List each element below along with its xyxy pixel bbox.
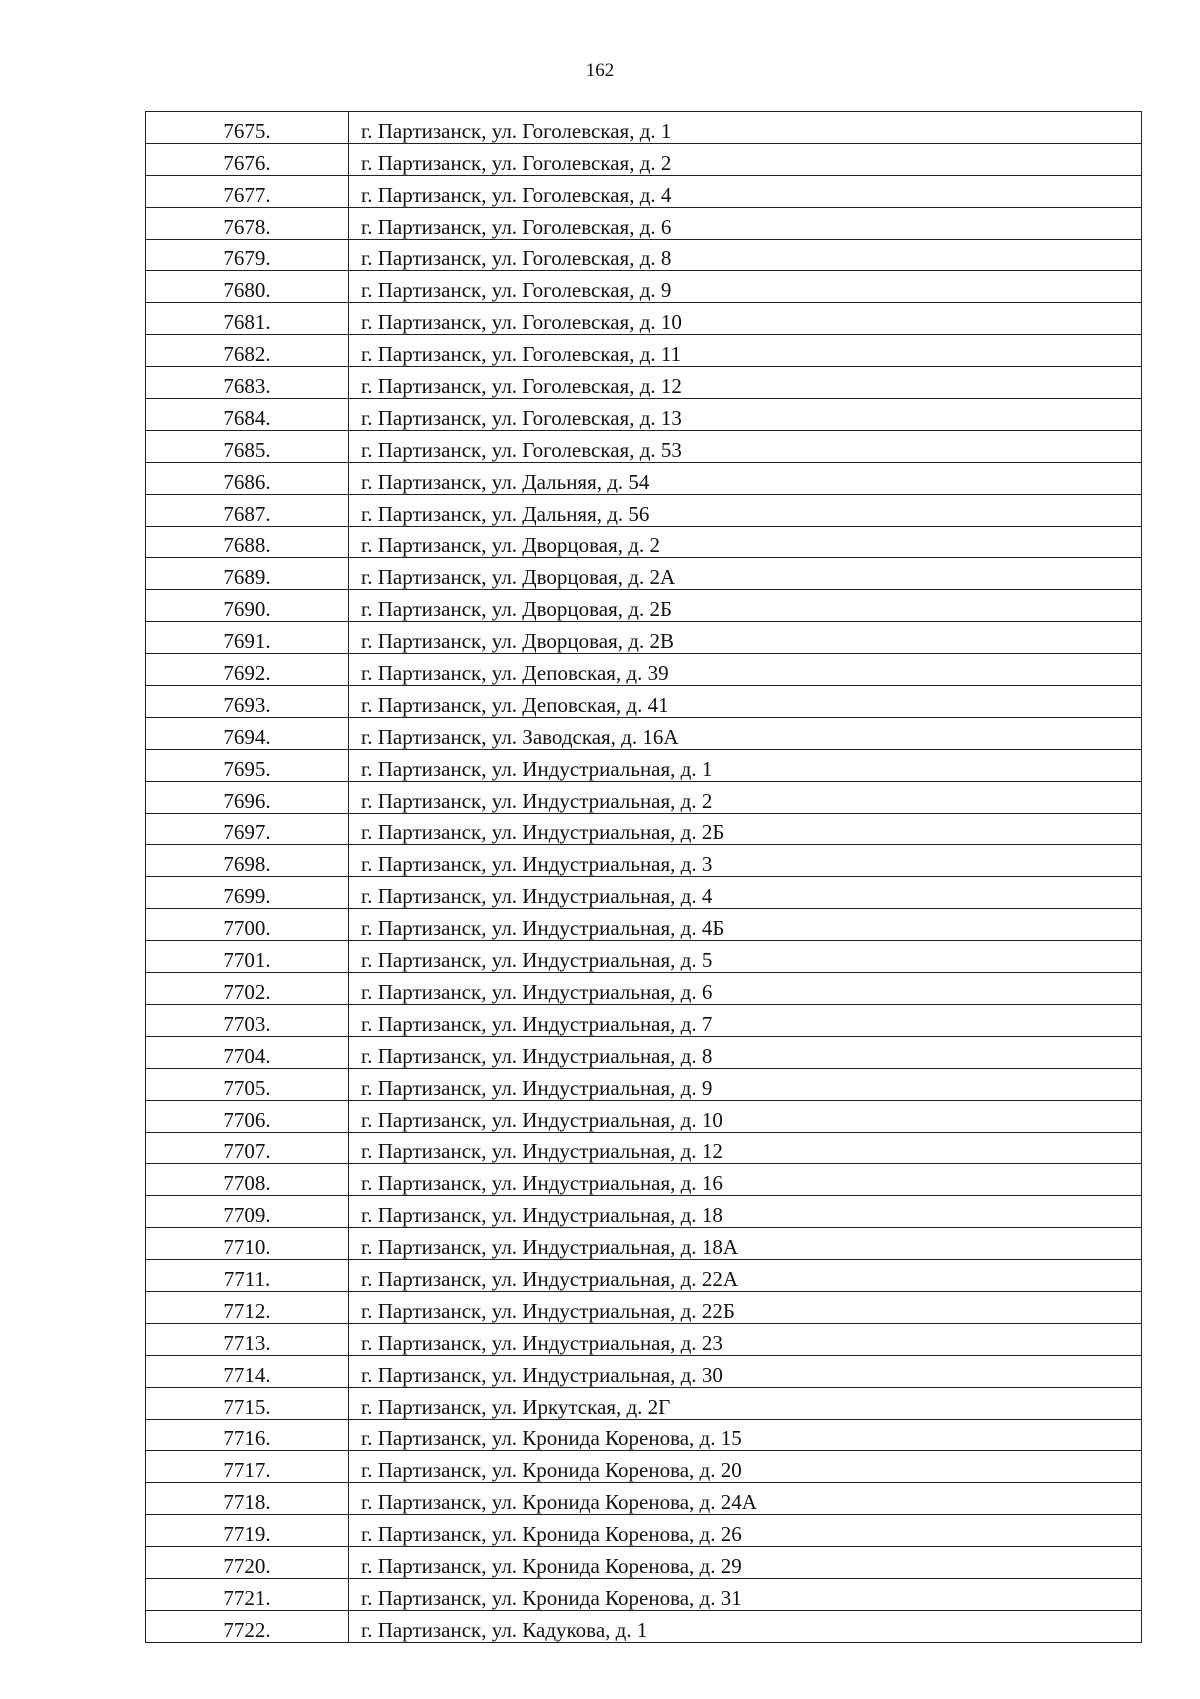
row-number-cell: 7687. — [146, 494, 349, 526]
address-cell: г. Партизанск, ул. Индустриальная, д. 22А — [349, 1260, 1142, 1292]
row-number-cell: 7685. — [146, 430, 349, 462]
table-row — [146, 973, 1142, 1005]
table-row — [146, 1387, 1142, 1419]
table-row — [146, 1132, 1142, 1164]
address-cell: г. Партизанск, ул. Индустриальная, д. 8 — [349, 1036, 1142, 1068]
row-number-cell: 7705. — [146, 1068, 349, 1100]
address-cell: г. Партизанск, ул. Индустриальная, д. 3 — [349, 845, 1142, 877]
table-row — [146, 1451, 1142, 1483]
address-cell: г. Партизанск, ул. Дворцовая, д. 2Б — [349, 590, 1142, 622]
row-number-cell: 7707. — [146, 1132, 349, 1164]
row-number-cell: 7699. — [146, 877, 349, 909]
row-number-cell: 7679. — [146, 239, 349, 271]
row-number-cell: 7713. — [146, 1323, 349, 1355]
table-row — [146, 335, 1142, 367]
table-row — [146, 1260, 1142, 1292]
address-cell: г. Партизанск, ул. Кронида Коренова, д. 20 — [349, 1451, 1142, 1483]
address-cell: г. Партизанск, ул. Индустриальная, д. 2 — [349, 781, 1142, 813]
table-row — [146, 207, 1142, 239]
address-cell: г. Партизанск, ул. Гоголевская, д. 13 — [349, 399, 1142, 431]
row-number-cell: 7718. — [146, 1483, 349, 1515]
address-cell: г. Партизанск, ул. Дворцовая, д. 2В — [349, 622, 1142, 654]
address-cell: г. Партизанск, ул. Индустриальная, д. 9 — [349, 1068, 1142, 1100]
address-cell: г. Партизанск, ул. Иркутская, д. 2Г — [349, 1387, 1142, 1419]
address-cell: г. Партизанск, ул. Деповская, д. 39 — [349, 654, 1142, 686]
row-number-cell: 7722. — [146, 1610, 349, 1642]
address-cell: г. Партизанск, ул. Индустриальная, д. 16 — [349, 1164, 1142, 1196]
page-number: 162 — [585, 60, 615, 81]
row-number-cell: 7706. — [146, 1100, 349, 1132]
row-number-cell: 7680. — [146, 271, 349, 303]
address-cell: г. Партизанск, ул. Индустриальная, д. 4 — [349, 877, 1142, 909]
row-number-cell: 7686. — [146, 462, 349, 494]
address-cell: г. Партизанск, ул. Дальняя, д. 54 — [349, 462, 1142, 494]
address-cell: г. Партизанск, ул. Гоголевская, д. 2 — [349, 143, 1142, 175]
row-number-cell: 7711. — [146, 1260, 349, 1292]
row-number-cell: 7690. — [146, 590, 349, 622]
table-row — [146, 1483, 1142, 1515]
table-row — [146, 845, 1142, 877]
table-row — [146, 941, 1142, 973]
address-cell: г. Партизанск, ул. Кронида Коренова, д. 31 — [349, 1578, 1142, 1610]
table-row — [146, 367, 1142, 399]
table-row — [146, 717, 1142, 749]
table-row — [146, 1578, 1142, 1610]
table-row — [146, 781, 1142, 813]
address-cell: г. Партизанск, ул. Кронида Коренова, д. 15 — [349, 1419, 1142, 1451]
row-number-cell: 7712. — [146, 1291, 349, 1323]
table-row — [146, 462, 1142, 494]
address-cell: г. Партизанск, ул. Заводская, д. 16А — [349, 717, 1142, 749]
table-row — [146, 1068, 1142, 1100]
address-cell: г. Партизанск, ул. Индустриальная, д. 23 — [349, 1323, 1142, 1355]
row-number-cell: 7721. — [146, 1578, 349, 1610]
table-row — [146, 494, 1142, 526]
row-number-cell: 7710. — [146, 1228, 349, 1260]
row-number-cell: 7709. — [146, 1196, 349, 1228]
address-cell: г. Партизанск, ул. Гоголевская, д. 9 — [349, 271, 1142, 303]
address-cell: г. Партизанск, ул. Дворцовая, д. 2 — [349, 526, 1142, 558]
address-cell: г. Партизанск, ул. Гоголевская, д. 53 — [349, 430, 1142, 462]
row-number-cell: 7693. — [146, 686, 349, 718]
table-row — [146, 622, 1142, 654]
table-row — [146, 654, 1142, 686]
row-number-cell: 7702. — [146, 973, 349, 1005]
row-number-cell: 7692. — [146, 654, 349, 686]
table-row — [146, 1164, 1142, 1196]
row-number-cell: 7700. — [146, 909, 349, 941]
table-row — [146, 1036, 1142, 1068]
address-cell: г. Партизанск, ул. Дворцовая, д. 2А — [349, 558, 1142, 590]
row-number-cell: 7716. — [146, 1419, 349, 1451]
row-number-cell: 7688. — [146, 526, 349, 558]
row-number-cell: 7694. — [146, 717, 349, 749]
table-row — [146, 1547, 1142, 1579]
address-cell: г. Партизанск, ул. Кронида Коренова, д. 24А — [349, 1483, 1142, 1515]
table-row — [146, 1196, 1142, 1228]
row-number-cell: 7714. — [146, 1355, 349, 1387]
table-row — [146, 271, 1142, 303]
row-number-cell: 7689. — [146, 558, 349, 590]
address-cell: г. Партизанск, ул. Индустриальная, д. 5 — [349, 941, 1142, 973]
row-number-cell: 7715. — [146, 1387, 349, 1419]
row-number-cell: 7676. — [146, 143, 349, 175]
table-row — [146, 686, 1142, 718]
address-table-body — [146, 112, 1142, 1643]
address-cell: г. Партизанск, ул. Индустриальная, д. 30 — [349, 1355, 1142, 1387]
address-cell: г. Партизанск, ул. Кадукова, д. 1 — [349, 1610, 1142, 1642]
row-number-cell: 7682. — [146, 335, 349, 367]
row-number-cell: 7708. — [146, 1164, 349, 1196]
address-cell: г. Партизанск, ул. Индустриальная, д. 4Б — [349, 909, 1142, 941]
table-row — [146, 1291, 1142, 1323]
address-cell: г. Партизанск, ул. Индустриальная, д. 2Б — [349, 813, 1142, 845]
row-number-cell: 7681. — [146, 303, 349, 335]
address-cell: г. Партизанск, ул. Кронида Коренова, д. 26 — [349, 1515, 1142, 1547]
table-row — [146, 877, 1142, 909]
table-row — [146, 430, 1142, 462]
address-cell: г. Партизанск, ул. Индустриальная, д. 12 — [349, 1132, 1142, 1164]
table-row — [146, 175, 1142, 207]
row-number-cell: 7678. — [146, 207, 349, 239]
address-cell: г. Партизанск, ул. Индустриальная, д. 22Б — [349, 1291, 1142, 1323]
table-row — [146, 1610, 1142, 1642]
address-cell: г. Партизанск, ул. Гоголевская, д. 6 — [349, 207, 1142, 239]
table-row — [146, 526, 1142, 558]
row-number-cell: 7684. — [146, 399, 349, 431]
address-cell: г. Партизанск, ул. Гоголевская, д. 11 — [349, 335, 1142, 367]
address-cell: г. Партизанск, ул. Дальняя, д. 56 — [349, 494, 1142, 526]
row-number-cell: 7720. — [146, 1547, 349, 1579]
table-row — [146, 143, 1142, 175]
table-row — [146, 813, 1142, 845]
row-number-cell: 7704. — [146, 1036, 349, 1068]
address-cell: г. Партизанск, ул. Гоголевская, д. 12 — [349, 367, 1142, 399]
address-cell: г. Партизанск, ул. Кронида Коренова, д. 29 — [349, 1547, 1142, 1579]
table-row — [146, 558, 1142, 590]
row-number-cell: 7691. — [146, 622, 349, 654]
table-row — [146, 239, 1142, 271]
row-number-cell: 7675. — [146, 112, 349, 144]
table-row — [146, 1100, 1142, 1132]
table-row — [146, 1355, 1142, 1387]
row-number-cell: 7695. — [146, 749, 349, 781]
address-cell: г. Партизанск, ул. Деповская, д. 41 — [349, 686, 1142, 718]
table-row — [146, 399, 1142, 431]
row-number-cell: 7696. — [146, 781, 349, 813]
address-cell: г. Партизанск, ул. Индустриальная, д. 1 — [349, 749, 1142, 781]
table-row — [146, 909, 1142, 941]
row-number-cell: 7677. — [146, 175, 349, 207]
row-number-cell: 7701. — [146, 941, 349, 973]
table-row — [146, 1228, 1142, 1260]
table-row — [146, 590, 1142, 622]
address-cell: г. Партизанск, ул. Гоголевская, д. 8 — [349, 239, 1142, 271]
row-number-cell: 7697. — [146, 813, 349, 845]
row-number-cell: 7719. — [146, 1515, 349, 1547]
address-cell: г. Партизанск, ул. Индустриальная, д. 6 — [349, 973, 1142, 1005]
address-cell: г. Партизанск, ул. Гоголевская, д. 1 — [349, 112, 1142, 144]
address-cell: г. Партизанск, ул. Индустриальная, д. 7 — [349, 1004, 1142, 1036]
table-row — [146, 1323, 1142, 1355]
table-row — [146, 303, 1142, 335]
address-cell: г. Партизанск, ул. Индустриальная, д. 18А — [349, 1228, 1142, 1260]
address-cell: г. Партизанск, ул. Гоголевская, д. 10 — [349, 303, 1142, 335]
table-row — [146, 749, 1142, 781]
row-number-cell: 7698. — [146, 845, 349, 877]
table-row — [146, 1004, 1142, 1036]
table-row — [146, 1515, 1142, 1547]
address-cell: г. Партизанск, ул. Индустриальная, д. 10 — [349, 1100, 1142, 1132]
table-row — [146, 112, 1142, 144]
row-number-cell: 7703. — [146, 1004, 349, 1036]
address-table — [145, 111, 1142, 1643]
row-number-cell: 7683. — [146, 367, 349, 399]
table-row — [146, 1419, 1142, 1451]
row-number-cell: 7717. — [146, 1451, 349, 1483]
address-cell: г. Партизанск, ул. Гоголевская, д. 4 — [349, 175, 1142, 207]
address-cell: г. Партизанск, ул. Индустриальная, д. 18 — [349, 1196, 1142, 1228]
